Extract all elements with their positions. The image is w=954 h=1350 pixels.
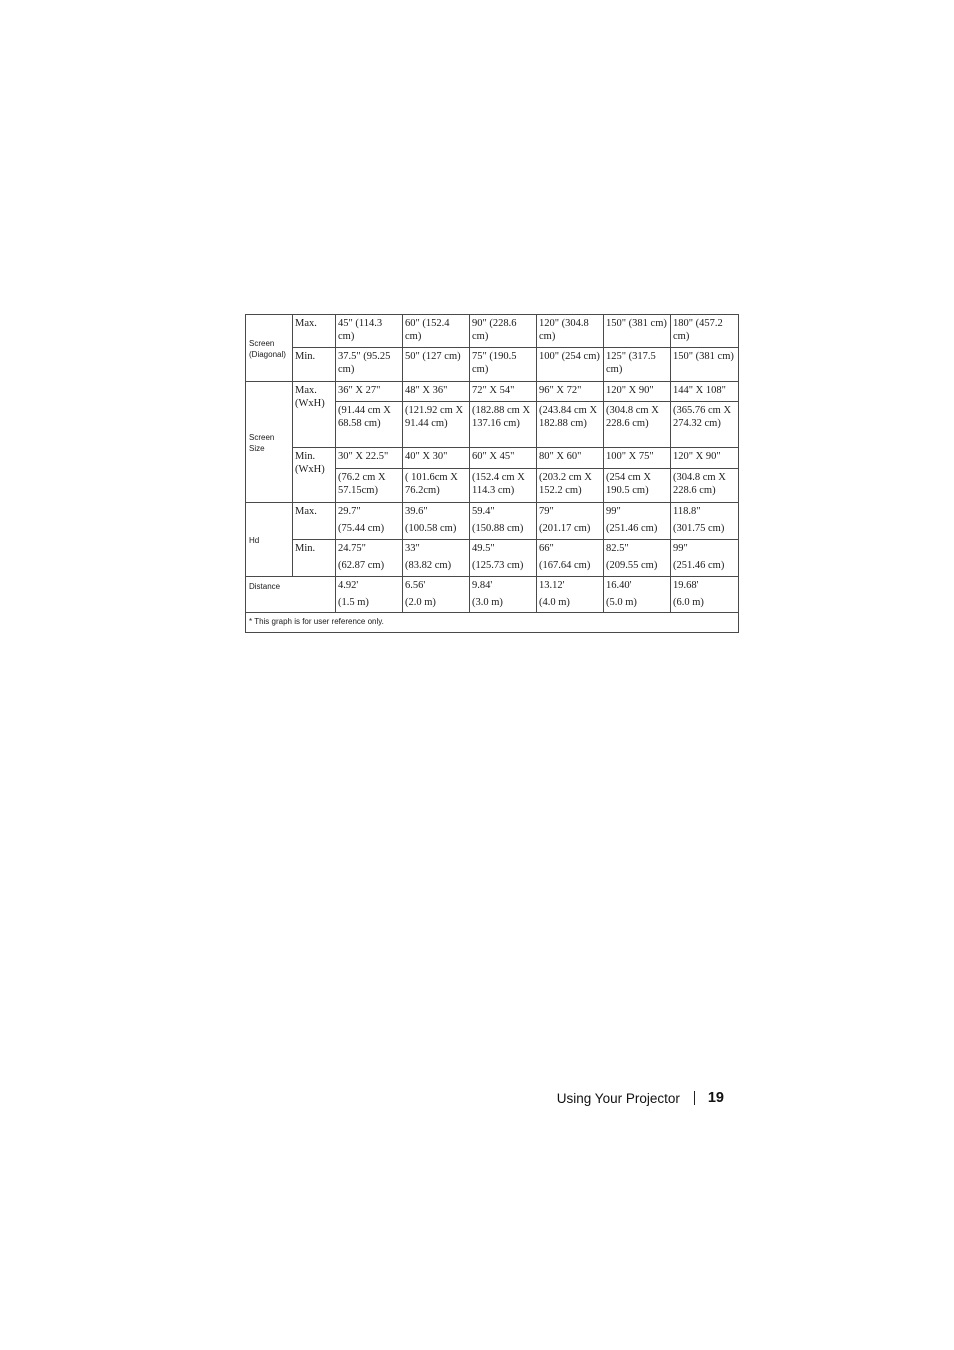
table-cell: 29.7" (75.44 cm) — [336, 503, 403, 540]
table-cell: 100" (254 cm) — [537, 348, 604, 382]
table-row — [246, 348, 739, 382]
table-cell: 82.5" (209.55 cm) — [604, 540, 671, 577]
footer-divider — [694, 1091, 695, 1105]
table-cell: 75" (190.5 cm) — [470, 348, 537, 382]
page-footer — [520, 1088, 724, 1108]
table-cell: 45" (114.3 cm) — [336, 315, 403, 348]
table-cell: 40" X 30" — [403, 448, 470, 469]
table-cell: (254 cm X 190.5 cm) — [604, 469, 671, 503]
table-cell: (91.44 cm X 68.58 cm) — [336, 402, 403, 448]
table-cell: 59.4" (150.88 cm) — [470, 503, 537, 540]
table-cell: 120" X 90" — [671, 448, 739, 469]
table-cell: (203.2 cm X 152.2 cm) — [537, 469, 604, 503]
table-cell: 30" X 22.5" — [336, 448, 403, 469]
table-cell: (365.76 cm X 274.32 cm) — [671, 402, 739, 448]
table-cell: 36" X 27" — [336, 382, 403, 402]
table-cell: 60" X 45" — [470, 448, 537, 469]
table-cell: 13.12' (4.0 m) — [537, 577, 604, 613]
table-row — [246, 382, 739, 402]
table-cell: 150" (381 cm) — [604, 315, 671, 348]
hd-header: Hd — [246, 503, 293, 577]
table-cell: 90" (228.6 cm) — [470, 315, 537, 348]
table-cell: 33" (83.82 cm) — [403, 540, 470, 577]
table-cell: 9.84' (3.0 m) — [470, 577, 537, 613]
screen-size-header: Screen Size — [246, 382, 293, 503]
page-number: 19 — [707, 1090, 724, 1106]
section-title: Using Your Projector — [556, 1090, 680, 1106]
table-cell: 66" (167.64 cm) — [537, 540, 604, 577]
table-cell: 24.75" (62.87 cm) — [336, 540, 403, 577]
table-cell: 39.6" (100.58 cm) — [403, 503, 470, 540]
row-label: Min. (WxH) — [293, 448, 336, 503]
table-row — [246, 503, 739, 540]
table-cell: 99" (251.46 cm) — [604, 503, 671, 540]
reference-note: * This graph is for user reference only. — [246, 613, 739, 633]
table-cell: 120" X 90" — [604, 382, 671, 402]
table-row — [246, 448, 739, 469]
table-cell: (243.84 cm X 182.88 cm) — [537, 402, 604, 448]
table-cell: 16.40' (5.0 m) — [604, 577, 671, 613]
table-cell: 120" (304.8 cm) — [537, 315, 604, 348]
table-cell: 60" (152.4 cm) — [403, 315, 470, 348]
table-cell: (304.8 cm X 228.6 cm) — [671, 469, 739, 503]
row-label: Max. — [293, 503, 336, 540]
table-cell: (76.2 cm X 57.15cm) — [336, 469, 403, 503]
distance-header: Distance — [246, 577, 336, 613]
table-cell: ( 101.6cm X 76.2cm) — [403, 469, 470, 503]
table-cell: 4.92' (1.5 m) — [336, 577, 403, 613]
table-cell: (121.92 cm X 91.44 cm) — [403, 402, 470, 448]
table-cell: 125" (317.5 cm) — [604, 348, 671, 382]
table-cell: 37.5" (95.25 cm) — [336, 348, 403, 382]
table-cell: 6.56' (2.0 m) — [403, 577, 470, 613]
row-label: Min. — [293, 348, 336, 382]
table-cell: (182.88 cm X 137.16 cm) — [470, 402, 537, 448]
table-cell: (304.8 cm X 228.6 cm) — [604, 402, 671, 448]
table-row — [246, 577, 739, 613]
table-cell: (152.4 cm X 114.3 cm) — [470, 469, 537, 503]
table-cell: 100" X 75" — [604, 448, 671, 469]
table-row — [246, 540, 739, 577]
projection-spec-table — [245, 314, 739, 633]
table-cell: 99" (251.46 cm) — [671, 540, 739, 577]
table-cell: 144" X 108" — [671, 382, 739, 402]
table-cell: 72" X 54" — [470, 382, 537, 402]
table-cell: 118.8" (301.75 cm) — [671, 503, 739, 540]
table-cell: 80" X 60" — [537, 448, 604, 469]
screen-diagonal-header: Screen (Diagonal) — [246, 315, 293, 382]
row-label: Max. (WxH) — [293, 382, 336, 448]
table-row — [246, 613, 739, 633]
row-label: Max. — [293, 315, 336, 348]
table-cell: 150" (381 cm) — [671, 348, 739, 382]
table-row — [246, 315, 739, 348]
table-cell: 79" (201.17 cm) — [537, 503, 604, 540]
table-cell: 50" (127 cm) — [403, 348, 470, 382]
table-cell: 19.68' (6.0 m) — [671, 577, 739, 613]
table-cell: 96" X 72" — [537, 382, 604, 402]
table-cell: 49.5" (125.73 cm) — [470, 540, 537, 577]
table-cell: 48" X 36" — [403, 382, 470, 402]
row-label: Min. — [293, 540, 336, 577]
table-cell: 180" (457.2 cm) — [671, 315, 739, 348]
